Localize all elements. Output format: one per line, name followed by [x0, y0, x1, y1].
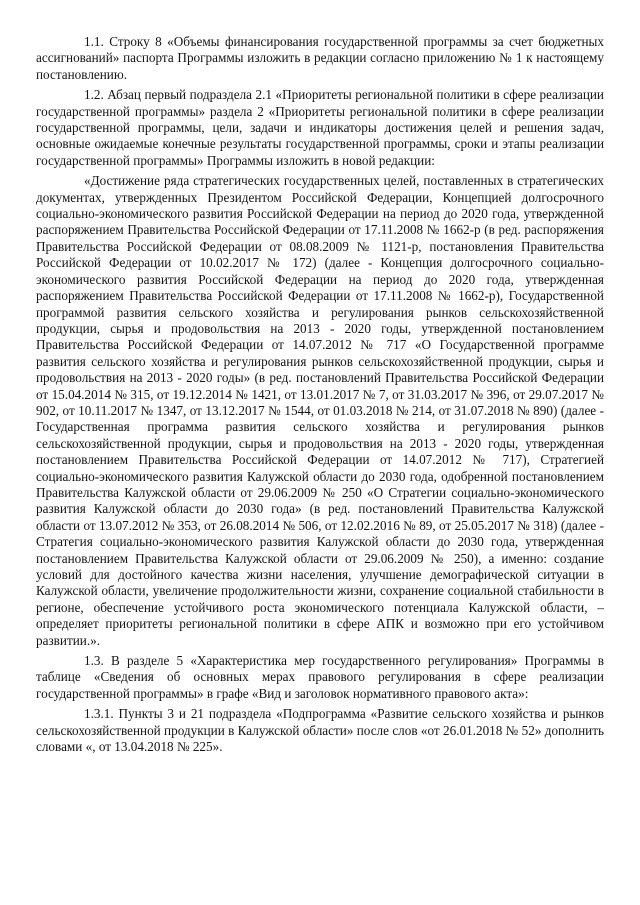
- document-page: [36, 34, 604, 759]
- paragraph-1-1: 1.1. Строку 8 «Объемы финансирования государственной программы за счет бюджетных ассигнований» паспорта Программы изложить в редакции согласно приложению № 1 к настоящему постановлению.: [36, 34, 604, 82]
- paragraph-1-3-1: 1.3.1. Пункты 3 и 21 подраздела «Подпрограмма «Развитие сельского хозяйства и рынков сельскохозяйственной продукции в Калужской области» после слов «от 26.01.2018 № 52» дополнить словами «, от 13.04.2018 № 225».: [36, 706, 604, 755]
- paragraph-1-3: 1.3. В разделе 5 «Характеристика мер государственного регулирования» Программы в таблице «Сведения об основных мерах правового регулирования в сфере реализации государственной программы» в графе «Вид и заголовок нормативного правового акта»:: [36, 653, 604, 701]
- paragraph-1-2: 1.2. Абзац первый подраздела 2.1 «Приоритеты региональной политики в сфере реализации государственной программы» раздела 2 «Приоритеты региональной политики в сфере реализации государственной программы, цели, задачи и индикаторы достижения целей и решения задач, основные ожидаемые конечные результаты государственной программы, сроки и этапы реализации государственной программы» Программы изложить в новой редакции:: [36, 87, 604, 168]
- paragraph-quoted-text: «Достижение ряда стратегических государственных целей, поставленных в стратегических документах, утвержденных Президентом Российской Федерации, Концепцией долгосрочного социально-экономического развития Российской Федерации на период до 2020 года, утвержденной распоряжением Правительства Российской Федерации от 17.11.2008 № 1662-р (в ред. распоряжения Правительства Российской Федерации от 08.08.2009 № 1121-р, постановления Правительства Российской Федерации от 10.02.2017 № 172) (далее - Концепция долгосрочного социально-экономического развития Российской Федерации на период до 2020 года, утвержденная распоряжением Правительства Российской Федерации от 17.11.2008 № 1662-р), Государственной программой развития сельского хозяйства и регулирования рынков сельскохозяйственной продукции, сырья и продовольствия на 2013 - 2020 годы, утвержденной постановлением Правительства Российской Федерации от 14.07.2012 № 717 «О Государственной программе развития сельского хозяйства и регулирования рынков сельскохозяйственной продукции, сырья и продовольствия на 2013 - 2020 годы» (в ред. постановлений Правительства Российской Федерации от 15.04.2014 № 315, от 19.12.2014 № 1421, от 13.01.2017 № 7, от 31.03.2017 № 396, от 29.07.2017 № 902, от 10.11.2017 № 1347, от 13.12.2017 № 1544, от 01.03.2018 № 214, от 31.07.2018 № 890) (далее - Государственная программа развития сельского хозяйства и регулирования рынков сельскохозяйственной продукции, сырья и продовольствия на 2013 - 2020 годы, утвержденная постановлением Правительства Российской Федерации от 14.07.2012 № 717), Стратегией социально-экономического развития Калужской области до 2030 года, одобренной постановлением Правительства Калужской области от 29.06.2009 № 250 «О Стратегии социально-экономического развития Калужской области до 2030 года» (в ред. постановлений Правительства Калужской области от 13.07.2012 № 353, от 26.08.2014 № 506, от 12.02.2016 № 89, от 25.05.2017 № 318) (далее - Стратегия социально-экономического развития Калужской области до 2030 года, утвержденная постановлением Правительства Калужской области от 29.06.2009 № 250), а именно: создание условий для достойного качества жизни населения, улучшение демографической ситуации в Калужской области, увеличение продолжительности жизни, сохранение социальной стабильности в регионе, обеспечение устойчивого роста экономического потенциала Калужской области, – определяет приоритеты региональной политики в сфере АПК и возможно при его устойчивом развитии.».: [36, 173, 604, 648]
